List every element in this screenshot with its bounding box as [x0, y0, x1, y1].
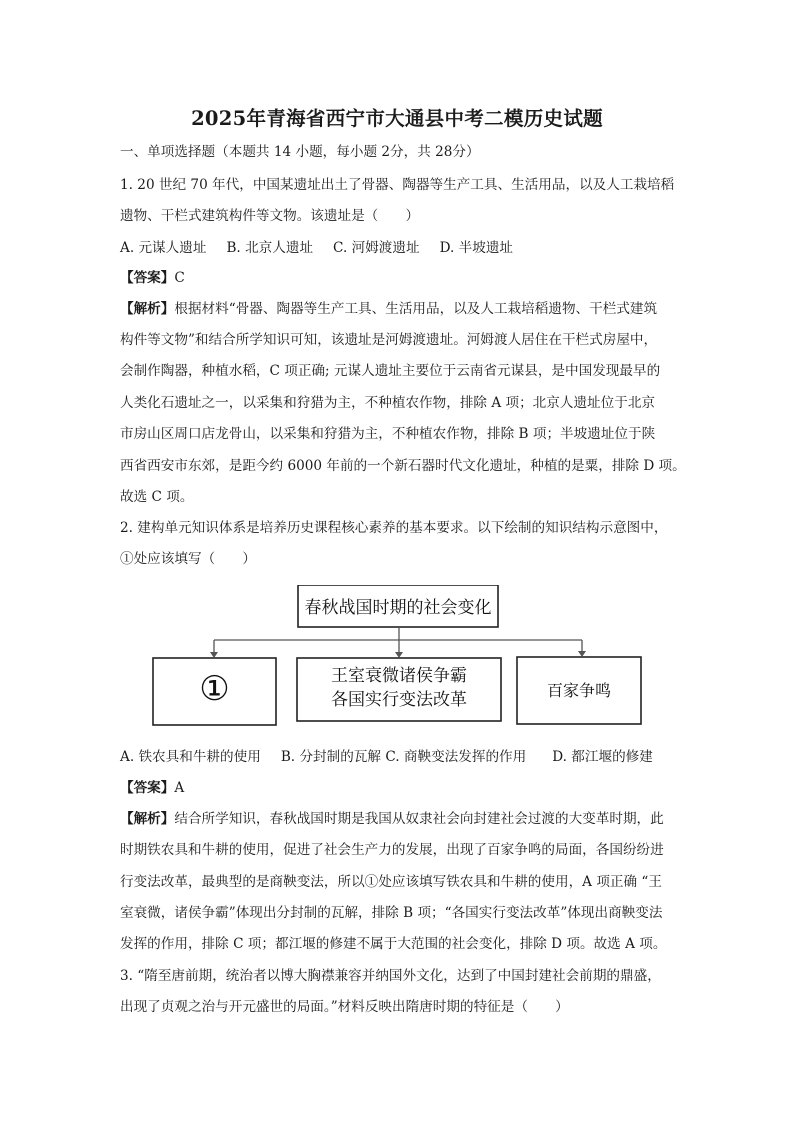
q1-analysis-text-1: 根据材料“骨器、陶器等生产工具、生活用品，以及人工栽培稻遗物、干栏式建筑: [174, 301, 658, 317]
diagram-middle-line-2: 各国实行变法改革: [331, 690, 467, 710]
diagram-blank-marker: ①: [199, 669, 230, 709]
q1-option-d[interactable]: D. 半坡遗址: [439, 240, 514, 256]
q1-analysis-line-1: [120, 299, 680, 319]
knowledge-structure-diagram: [150, 585, 644, 728]
q1-analysis-line-4: 人类化石遗址之一，以采集和狩猎为主，不种植农作物，排除 A 项；北京人遗址位于北京: [120, 395, 656, 411]
q2-analysis-line-4: 室衰微，诸侯争霸”体现出分封制的瓦解，排除 B 项；“各国实行变法改革”体现出商鞅变法: [120, 905, 663, 921]
q2-analysis-line-1: [120, 809, 680, 829]
diagram-right-label: 百家争鸣: [546, 681, 611, 700]
q1-answer-value: C: [174, 270, 185, 286]
q2-option-d[interactable]: D. 都江堰的修建: [552, 749, 653, 765]
q2-analysis-line-5: 发挥的作用，排除 C 项；都江堰的修建不属于大范围的社会变化，排除 D 项。故选 A 项。: [120, 936, 667, 952]
q2-options: [120, 747, 680, 767]
q1-analysis-tag: 【解析】: [120, 301, 175, 317]
diagram-middle-line-1: 王室衰微诸侯争霸: [331, 666, 467, 686]
q1-analysis-line-2: 构件等文物”和结合所学知识可知，该遗址是河姆渡遗址。河姆渡人居住在干栏式房屋中，: [120, 332, 658, 348]
q2-option-b-c[interactable]: B. 分封制的瓦解 C. 商鞅变法发挥的作用: [280, 749, 527, 765]
q1-stem-line-1: 1. 20 世纪 70 年代，中国某遗址出土了骨器、陶器等生产工具、生活用品，以及人工栽培稻: [120, 177, 675, 193]
q2-answer: [120, 778, 680, 798]
q2-analysis-line-2: 时期铁农具和牛耕的使用，促进了社会生产力的发展，出现了百家争鸣的局面，各国纷纷进: [120, 842, 664, 858]
q2-analysis-text-1: 结合所学知识，春秋战国时期是我国从奴隶社会向封建社会过渡的大变革时期，此: [174, 811, 664, 827]
q2-analysis-tag: 【解析】: [120, 811, 175, 827]
q1-options: [120, 238, 680, 258]
q1-stem-line-2: 遗物、干栏式建筑构件等文物。该遗址是（ ）: [120, 208, 420, 224]
q1-answer: [120, 268, 680, 288]
diagram-top-label: 春秋战国时期的社会变化: [304, 598, 492, 618]
q3-stem-line-1: 3. “隋至唐前期，统治者以博大胸襟兼容并纳国外文化，达到了中国封建社会前期的鼎盛，: [120, 968, 661, 984]
q2-option-a[interactable]: A. 铁农具和牛耕的使用: [120, 749, 261, 765]
q1-option-a[interactable]: A. 元谋人遗址: [120, 240, 207, 256]
q1-option-b[interactable]: B. 北京人遗址: [226, 240, 314, 256]
q1-option-c[interactable]: C. 河姆渡遗址: [333, 240, 420, 256]
q1-analysis-line-6: 西省西安市东郊，是距今约 6000 年前的一个新石器时代文化遗址，种植的是粟，排除 D 项。: [120, 458, 686, 474]
q3-stem-line-2: 出现了贞观之治与开元盛世的局面。”材料反映出隋唐时期的特征是（ ）: [120, 999, 569, 1015]
q2-stem-line-1: 2. 建构单元知识体系是培养历史课程核心素养的基本要求。以下绘制的知识结构示意图中，: [120, 520, 668, 536]
q2-analysis-line-3: 行变法改革，最典型的是商鞅变法，所以①处应该填写铁农具和牛耕的使用，A 项正确 “王: [120, 874, 662, 890]
q1-answer-tag: 【答案】: [120, 270, 175, 286]
diagram-middle-label: [297, 664, 501, 712]
q2-stem-line-2: ①处应该填写（ ）: [120, 551, 256, 567]
q2-answer-value: A: [174, 780, 185, 796]
q2-answer-tag: 【答案】: [120, 780, 175, 796]
page-title: 2025年青海省西宁市大通县中考二模历史试题: [191, 107, 603, 130]
section-heading: 一、单项选择题（本题共 14 小题，每小题 2分，共 28分）: [120, 144, 480, 160]
q1-analysis-line-3: 会制作陶器，种植水稻，C 项正确; 元谋人遗址主要位于云南省元谋县，是中国发现最早的: [120, 363, 661, 379]
q1-analysis-line-5: 市房山区周口店龙骨山，以采集和狩猎为主，不种植农作物，排除 B 项；半坡遗址位于陕: [120, 426, 656, 442]
q1-analysis-line-7: 故选 C 项。: [120, 489, 194, 505]
